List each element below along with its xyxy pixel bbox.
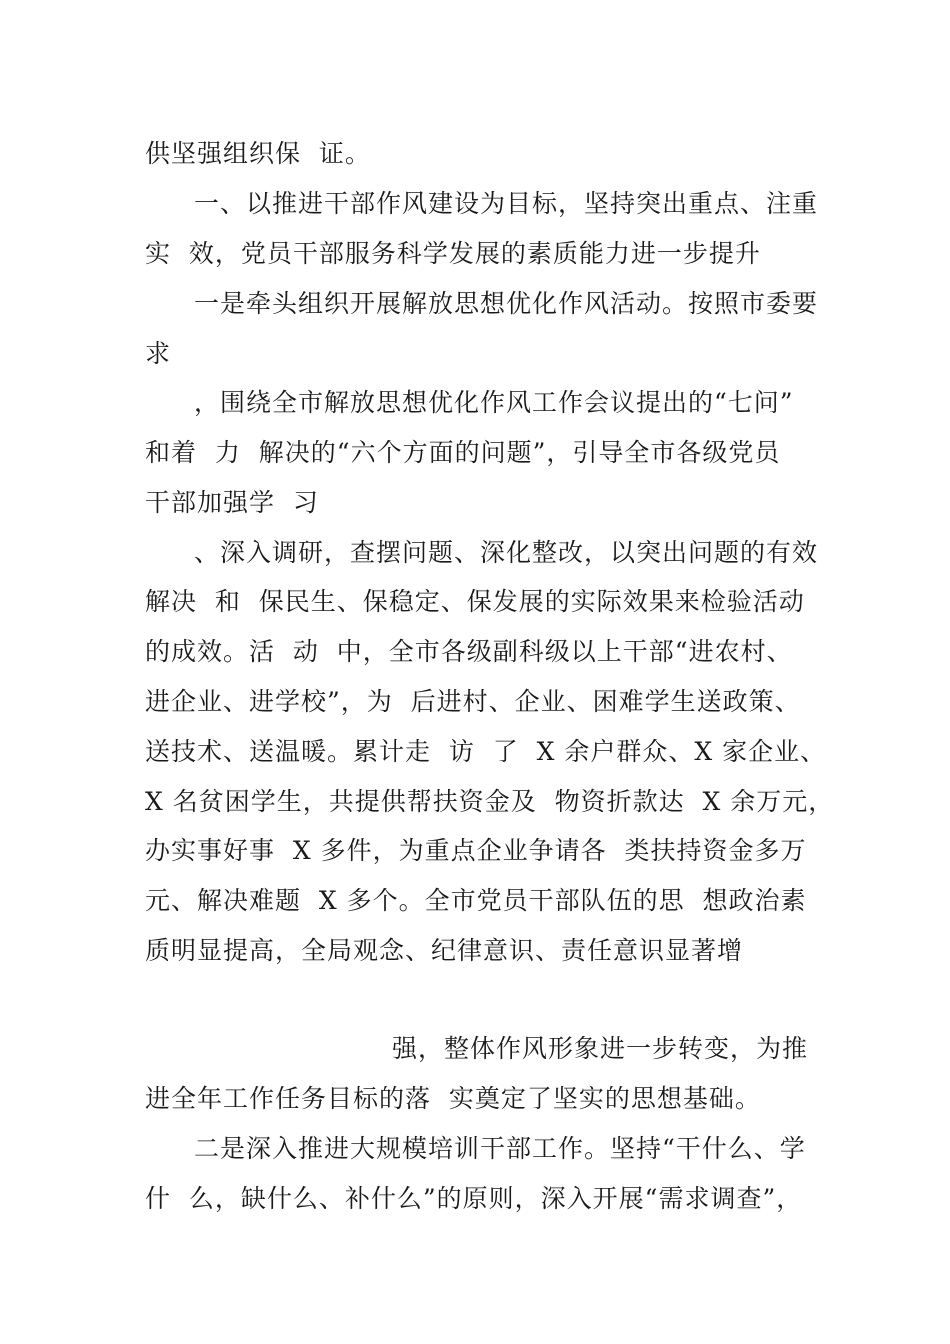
text-line: 干部加强学 习	[145, 488, 319, 517]
text-line: 什 么，缺什么、补什么”的原则，深入开展“需求调查”，	[145, 1184, 803, 1213]
text-line: X 名贫困学生，共提供帮扶资金及 物资折款达 X 余万元，	[145, 787, 835, 816]
text-line: 求	[145, 339, 172, 368]
text-line: 二是深入推进大规模培训干部工作。坚持“干什么、学	[194, 1134, 806, 1163]
text-line: 供坚强组织保 证。	[145, 139, 371, 168]
text-line: 、深入调研，查摆问题、深化整改，以突出问题的有效	[194, 538, 819, 567]
text-line: 和着 力 解决的“六个方面的问题”，引导全市各级党员	[145, 438, 781, 467]
text-line: 送技术、送温暖。累计走 访 了 X 余户群众、X 家企业、	[145, 737, 827, 766]
text-line: 解决 和 保民生、保稳定、保发展的实际效果来检验活动	[145, 587, 805, 616]
text-line: 进全年工作任务目标的落 实奠定了坚实的思想基础。	[145, 1084, 761, 1113]
text-line: 元、解决难题 X 多个。全市党员干部队伍的思 想政治素	[145, 886, 807, 915]
text-line: 质明显提高，全局观念、纪律意识、责任意识显著增	[145, 936, 744, 965]
heading-line: 实 效，党员干部服务科学发展的素质能力进一步提升	[145, 239, 761, 268]
heading-line: 一、以推进干部作风建设为目标，坚持突出重点、注重	[194, 189, 819, 218]
text-line: 强，整体作风形象进一步转变，为推	[392, 1034, 809, 1063]
text-line: ，围绕全市解放思想优化作风工作会议提出的“七问”	[194, 388, 794, 417]
text-line: 办实事好事 X 多件，为重点企业争请各 类扶持资金多万	[145, 836, 807, 865]
text-line: 一是牵头组织开展解放思想优化作风活动。按照市委要	[194, 289, 819, 318]
text-line: 的成效。活 动 中，全市各级副科级以上干部“进农村、	[145, 637, 793, 666]
text-line: 进企业、进学校”，为 后进村、企业、困难学生送政策、	[145, 687, 801, 716]
